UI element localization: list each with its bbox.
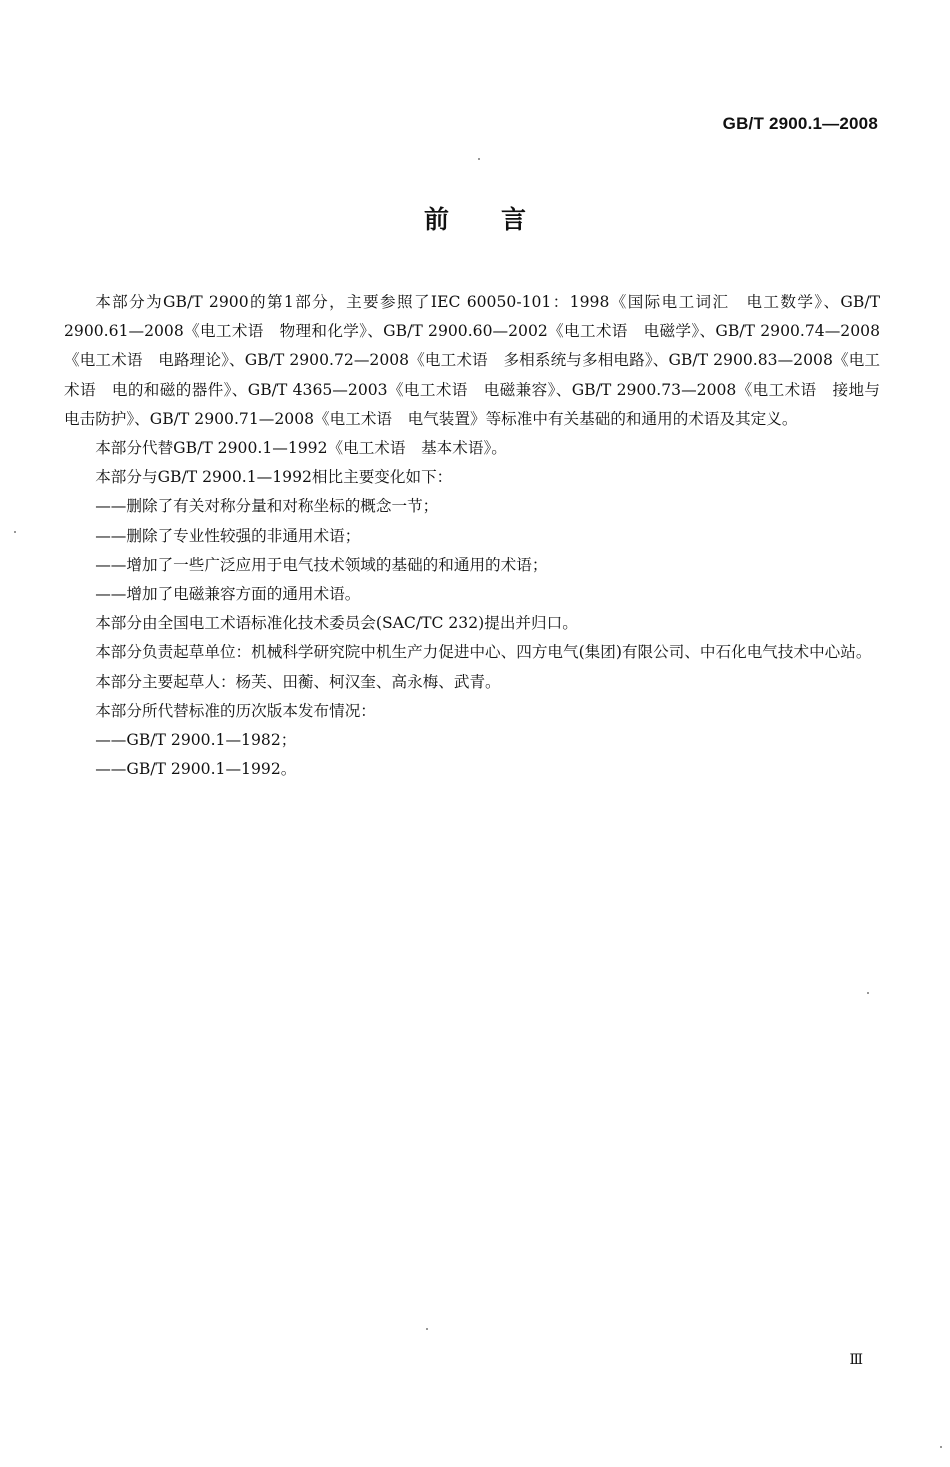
scan-speck (14, 531, 16, 533)
paragraph-scope: 本部分为GB/T 2900的第1部分，主要参照了IEC 60050-101：1998《国际电工词汇 电工数学》、GB/T 2900.61—2008《电工术语 物理和化学》、GB/T 2900.60—2002《电工术语 电磁学》、GB/T 2900.74—2008《电工术语 电路理论》、GB/T 2900.72—2008《电工术语 多相系统与多相电路》、GB/T 2900.83—2008《电工术语 电的和磁的器件》、GB/T 4365—2003《电工术语 电磁兼容》、GB/T 2900.73—2008《电工术语 接地与电击防护》、GB/T 2900.71—2008《电工术语 电气装置》等标准中有关基础的和通用的术语及其定义。 (64, 293, 880, 428)
list-item-change-4: ——增加了电磁兼容方面的通用术语。 (95, 585, 361, 604)
scan-speck (867, 992, 869, 994)
paragraph-proposer: 本部分由全国电工术语标准化技术委员会(SAC/TC 232)提出并归口。 (95, 614, 578, 633)
paragraph-replaces: 本部分代替GB/T 2900.1—1992《电工术语 基本术语》。 (95, 439, 507, 458)
standard-number: GB/T 2900.1—2008 (722, 114, 878, 133)
paragraph-drafters: 本部分主要起草人：杨芙、田蘅、柯汉奎、高永梅、武青。 (95, 672, 501, 691)
list-item-change-3: ——增加了一些广泛应用于电气技术领域的基础的和通用的术语； (95, 555, 548, 574)
paragraph-changes-intro: 本部分与GB/T 2900.1—1992相比主要变化如下： (95, 468, 453, 487)
page-number: Ⅲ (849, 1352, 864, 1368)
foreword-body (64, 288, 880, 784)
list-item-change-2: ——删除了专业性较强的非通用术语； (95, 526, 361, 545)
paragraph-drafting-units: 本部分负责起草单位：机械科学研究院中机生产力促进中心、四方电气(集团)有限公司、中石化电气技术中心站。 (95, 643, 872, 662)
scan-speck (426, 1328, 428, 1330)
list-item-history-1: ——GB/T 2900.1—1982； (95, 731, 297, 750)
page-title: 前言 (423, 205, 578, 234)
paragraph-history-intro: 本部分所代替标准的历次版本发布情况： (95, 701, 376, 720)
list-item-change-1: ——删除了有关对称分量和对称坐标的概念一节； (95, 497, 439, 516)
scan-speck (478, 158, 480, 160)
scan-speck (940, 1446, 942, 1448)
list-item-history-2: ——GB/T 2900.1—1992。 (95, 760, 297, 779)
